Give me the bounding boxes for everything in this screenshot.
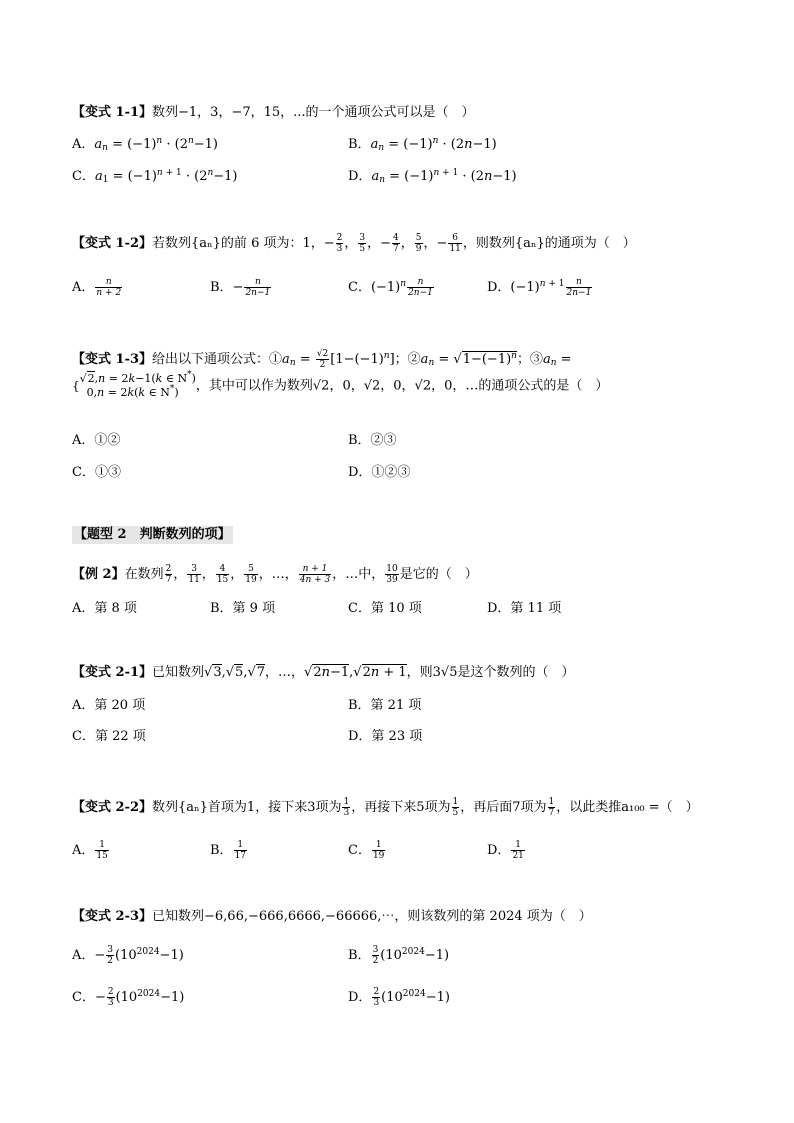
options-row bbox=[72, 277, 734, 297]
option-d[interactable]: D．第 11 项 bbox=[487, 601, 562, 616]
option-b[interactable]: B．$a_n = (-1)^n \cdot (2n-1)$ bbox=[348, 136, 497, 153]
options-row-2 bbox=[72, 463, 734, 483]
option-d[interactable]: D． $\frac{1}{21}$ bbox=[487, 840, 524, 861]
option-c[interactable]: C．第 10 项 bbox=[348, 601, 422, 616]
options-row bbox=[72, 599, 734, 619]
options-row-2 bbox=[72, 167, 734, 187]
section-heading: 【题型 2 判断数列的项】 bbox=[74, 527, 231, 542]
piecewise-brace: { bbox=[72, 379, 80, 393]
option-d[interactable]: D．$a_n = (-1)^{n + 1} \cdot (2n-1)$ bbox=[348, 168, 517, 185]
question-stem: 【变式 1-3】给出以下通项公式：$①a_n$ = $\frac{√2}{2}$ $[1-(-1)^n]$；$②a_n = √1-(-1)^n$；$③a_n$ = bbox=[72, 349, 572, 370]
question-2-1 bbox=[72, 663, 734, 744]
option-c[interactable]: C．− $\frac{2}{3}$ $(10^{2024}-1)$ bbox=[72, 987, 185, 1008]
option-b[interactable]: B． $\frac{1}{17}$ bbox=[210, 840, 247, 861]
options-row-1 bbox=[72, 945, 734, 965]
question-stem: 【变式 1-1】数列−1，3，−7，15，...的一个通项公式可以是（ ） bbox=[72, 105, 475, 120]
option-c[interactable]: C．$(-1)^n$ $\frac{n}{2n-1}$ bbox=[348, 277, 433, 298]
option-d[interactable]: D．①②③ bbox=[348, 465, 411, 480]
options-row-1 bbox=[72, 696, 734, 716]
question-stem: 【例 2】在数列 $\frac{2}{7}$ ， $\frac{3}{11}$ ， $\frac{4}{15}$ ， $\frac{5}{19}$ ，…， $\frac{n + 1}{4n + 3}$ ，…中， $\frac{10}{39}$ 是它的（ ） bbox=[72, 564, 478, 585]
option-c[interactable]: C．第 22 项 bbox=[72, 729, 146, 744]
question-stem: 【变式 1-2】若数列{aₙ}的前 6 项为：1，− $\frac{2}{3}$ ， $\frac{3}{5}$ ，− $\frac{4}{7}$ ， $\frac{5}{9}$ ，− $\frac{6}{11}$ ，则数列{aₙ}的通项为（ ） bbox=[72, 233, 636, 254]
option-d[interactable]: D． $\frac{2}{3}$ $(10^{2024}-1)$ bbox=[348, 987, 450, 1008]
options-row-1 bbox=[72, 135, 734, 155]
option-a[interactable]: A．第 8 项 bbox=[72, 601, 137, 616]
option-a[interactable]: A．− $\frac{3}{2}$ $(10^{2024}-1)$ bbox=[72, 945, 184, 966]
option-a[interactable]: A．①② bbox=[72, 433, 121, 448]
option-a[interactable]: A．$a_n = (-1)^n \cdot (2^n-1)$ bbox=[72, 136, 219, 153]
option-d[interactable]: D．第 23 项 bbox=[348, 729, 423, 744]
options-row-2 bbox=[72, 987, 734, 1007]
option-b[interactable]: B．第 9 项 bbox=[210, 601, 276, 616]
option-b[interactable]: B．− $\frac{n}{2n-1}$ bbox=[210, 277, 271, 298]
option-a[interactable]: A．第 20 项 bbox=[72, 698, 146, 713]
option-b[interactable]: B． $\frac{3}{2}$ $(10^{2024}-1)$ bbox=[348, 945, 450, 966]
option-c[interactable]: C． $\frac{1}{19}$ bbox=[348, 840, 385, 861]
question-stem: 【变式 2-3】已知数列−6,66,−666,6666,−66666,⋯，则该数列的第 2024 项为（ ） bbox=[72, 909, 592, 924]
option-a[interactable]: A． $\frac{1}{15}$ bbox=[72, 840, 108, 861]
option-b[interactable]: B．第 21 项 bbox=[348, 698, 422, 713]
option-c[interactable]: C．①③ bbox=[72, 465, 121, 480]
question-stem-line2: {√2,n = 2k−1(k ∈ N*) 0,n = 2k(k ∈ N*) ，其中可以作为数列√2，0，√2，0，√2，0，…的通项公式的是（ ） bbox=[72, 370, 609, 399]
options-row bbox=[72, 840, 734, 860]
options-row-1 bbox=[72, 431, 734, 451]
question-1-3 bbox=[72, 349, 734, 480]
option-a[interactable]: A． $\frac{n}{n + 2}$ bbox=[72, 277, 122, 298]
option-c[interactable]: C．$a_1 = (-1)^{n + 1} \cdot (2^n-1)$ bbox=[72, 168, 238, 185]
question-2-3 bbox=[72, 907, 734, 1008]
question-stem: 【变式 2-1】已知数列√3,√5,√7，…，√2n−1,√2n + 1，则3√5是这个数列的（ ） bbox=[72, 665, 575, 680]
question-1-2 bbox=[72, 233, 734, 298]
option-b[interactable]: B．②③ bbox=[348, 433, 397, 448]
example-2 bbox=[72, 564, 734, 616]
options-row-2 bbox=[72, 727, 734, 747]
question-1-1 bbox=[72, 103, 734, 185]
question-2-2 bbox=[72, 797, 734, 861]
option-d[interactable]: D．$(-1)^{n + 1}$ $\frac{n}{2n-1}$ bbox=[487, 277, 592, 298]
question-stem: 【变式 2-2】数列{aₙ}首项为1，接下来3项为 $\frac{1}{3}$ ，再接下来5项为 $\frac{1}{5}$ ，再后面7项为 $\frac{1}{7}$ ，以此类推a₁₀₀ =（ ） bbox=[72, 797, 699, 818]
